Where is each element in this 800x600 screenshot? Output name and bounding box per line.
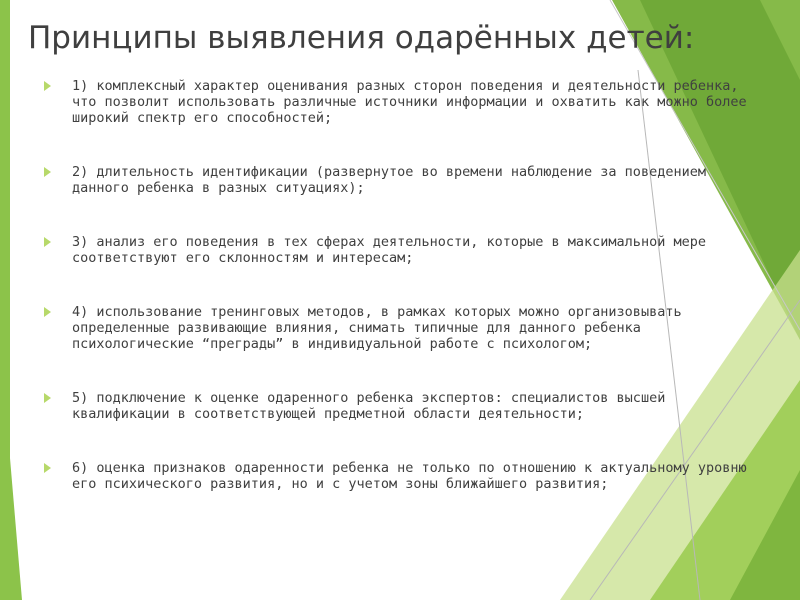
list-item-text: 6) оценка признаков одаренности ребенка не только по отношению к актуальному уровню его психического развития, но и с учетом зоны ближайшего развития; <box>72 460 747 492</box>
list-item <box>44 390 754 422</box>
list-item-text: 1) комплексный характер оценивания разных сторон поведения и деятельности ребенка, что позволит использовать различные источники информации и охватить как можно более широкий спектр его способностей; <box>72 78 747 126</box>
triangle-bullet-icon <box>44 237 51 247</box>
triangle-bullet-icon <box>44 167 51 177</box>
triangle-bullet-icon <box>44 463 51 473</box>
triangle-bullet-icon <box>44 393 51 403</box>
list-item-text: 4) использование тренинговых методов, в рамках которых можно организовывать определенные развивающие влияния, снимать типичные для данного ребенка психологические “преграды” в индивидуальной работе с психологом; <box>72 304 682 352</box>
list-item <box>44 234 754 266</box>
slide-title: Принципы выявления одарённых детей: <box>28 20 695 56</box>
list-item <box>44 304 754 352</box>
green-wedge-left-edge <box>0 0 10 600</box>
list-item <box>44 164 754 196</box>
triangle-bullet-icon <box>44 81 51 91</box>
list-item <box>44 460 754 492</box>
list-item-text: 2) длительность идентификации (развернутое во времени наблюдение за поведением данного ребенка в разных ситуациях); <box>72 164 706 196</box>
list-item <box>44 78 754 126</box>
principles-list <box>44 78 754 530</box>
list-item-text: 5) подключение к оценке одаренного ребенка экспертов: специалистов высшей квалификации в соответствующей предметной области деятельности; <box>72 390 666 422</box>
list-item-text: 3) анализ его поведения в тех сферах деятельности, которые в максимальной мере соответствуют его склонностям и интересам; <box>72 234 706 266</box>
triangle-bullet-icon <box>44 307 51 317</box>
